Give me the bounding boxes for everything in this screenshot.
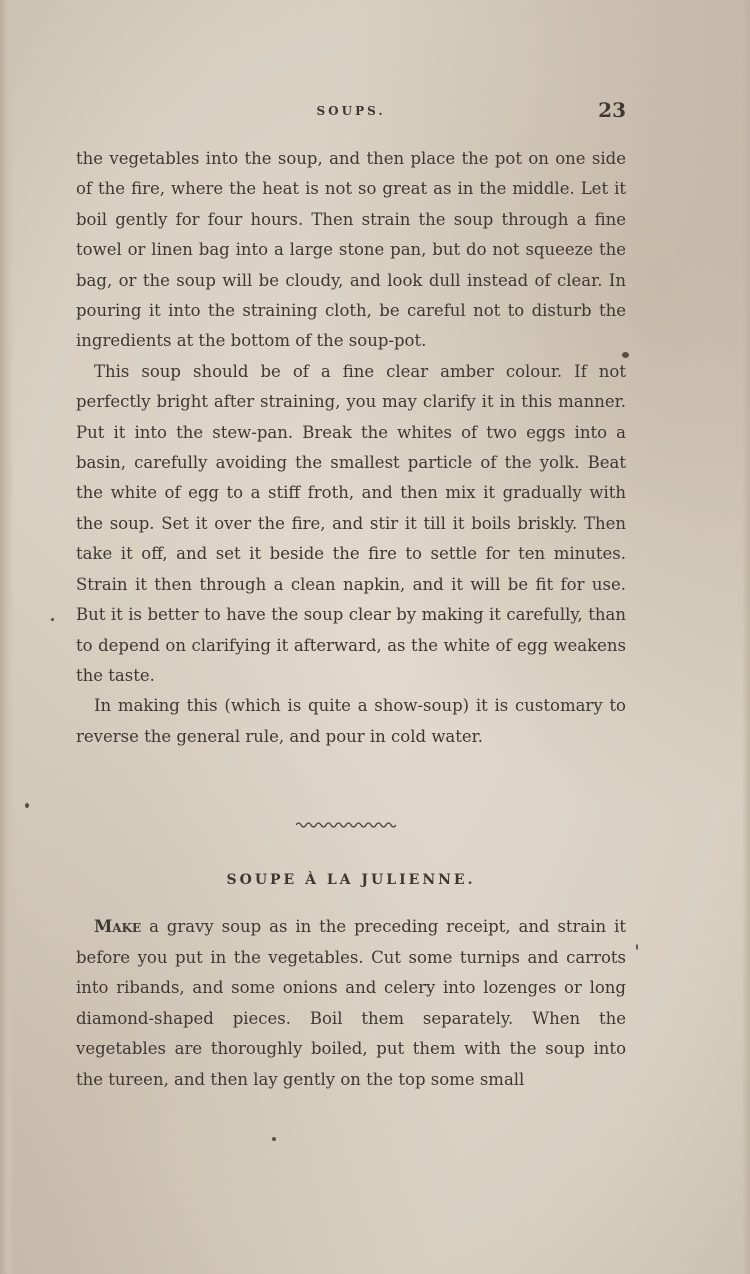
paper-speck bbox=[622, 352, 629, 358]
body-text bbox=[76, 144, 626, 752]
paragraph-julienne-text: a gravy soup as in the preceding receipt, and strain it before you put in the vegetables. Cut some turnips and carrots into ribands, and some onions and celery into lozenges or long diamond-shaped pieces. Boil them separately. When the vegetables are thoroughly boiled, put them with the soup into the tureen, and then lay gently on the top some small bbox=[76, 917, 626, 1089]
page-gutter-shadow bbox=[0, 0, 14, 1274]
page-number: 23 bbox=[598, 98, 626, 122]
section-divider-ornament bbox=[296, 818, 396, 832]
paper-speck bbox=[51, 618, 54, 621]
section-body bbox=[76, 912, 626, 1096]
paragraph-clarifying: This soup should be of a fine clear amber colour. If not perfectly bright after straining, you may clarify it in this manner. Put it into the stew-pan. Break the whites of two eggs into a basin, carefully avoiding the smallest particle of the yolk. Beat the white of egg to a stiff froth, and then mix it gradually with the soup. Set it over the fire, and stir it till it boils briskly. Then take it off, and set it beside the fire to settle for ten minutes. Strain it then through a clean napkin, and it will be fit for use. But it is better to have the soup clear by making it carefully, than to depend on clarifying it afterward, as the white of egg weakens the taste. bbox=[76, 361, 626, 685]
paragraph-continuation: the vegetables into the soup, and then place the pot on one side of the fire, where the heat is not so great as in the middle. Let it boil gently for four hours. Then strain the soup through a fine towel or linen bag into a large stone pan, but do not squeeze the bag, or the soup will be cloudy, and look dull instead of clear. In pouring it into the straining cloth, be careful not to disturb the ingredients at the bottom of the soup-pot. bbox=[76, 149, 626, 351]
paper-speck bbox=[25, 803, 29, 808]
running-title: SOUPS. bbox=[316, 104, 386, 118]
opening-word: Make bbox=[94, 917, 142, 936]
paper-speck bbox=[272, 1137, 276, 1141]
page-edge-shadow bbox=[742, 0, 750, 1274]
paragraph-julienne bbox=[76, 912, 626, 1096]
running-head bbox=[76, 98, 626, 128]
paper-speck bbox=[636, 944, 638, 950]
paragraph-show-soup: In making this (which is quite a show-soup) it is customary to reverse the general rule, and pour in cold water. bbox=[76, 696, 626, 746]
section-heading: SOUPE À LA JULIENNE. bbox=[226, 872, 476, 888]
